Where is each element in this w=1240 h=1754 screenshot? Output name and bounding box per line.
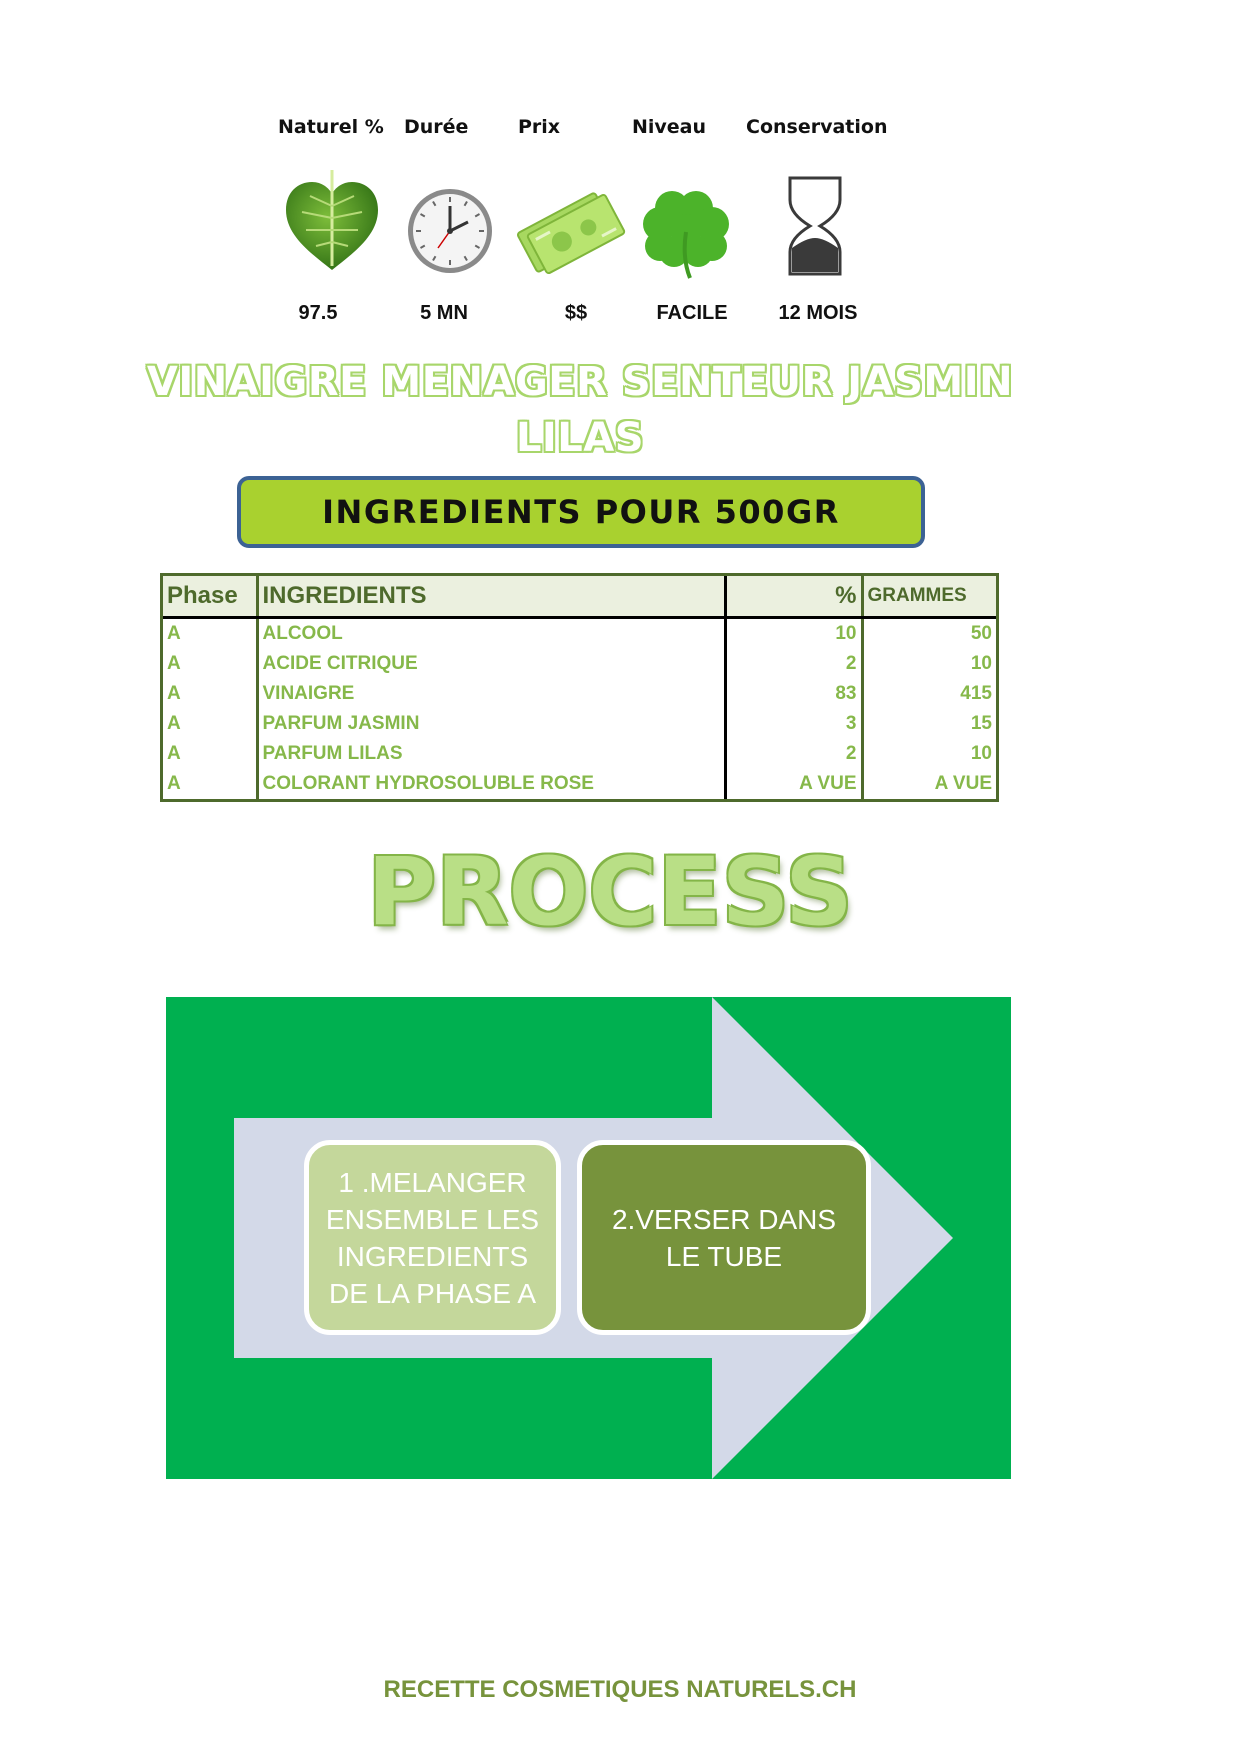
banknotes-icon — [508, 186, 626, 278]
table-row — [163, 679, 996, 709]
table-header-row — [163, 576, 996, 618]
info-label-conservation: Conservation — [746, 116, 888, 138]
cell-phase: A — [163, 649, 257, 679]
info-value-naturel: 97.5 — [298, 302, 338, 324]
header-phase: Phase — [163, 576, 257, 618]
process-step-1: 1 .MELANGER ENSEMBLE LES INGREDIENTS DE LA PHASE A — [304, 1140, 561, 1335]
info-value-niveau: FACILE — [656, 302, 728, 324]
cell-phase: A — [163, 769, 257, 799]
header-ingredients: INGREDIENTS — [257, 576, 725, 618]
recipe-title — [140, 354, 1020, 466]
info-label-niveau: Niveau — [632, 116, 707, 138]
cell-percent: 2 — [725, 739, 862, 769]
recipe-title-line-1: VINAIGRE MENAGER SENTEUR JASMIN — [146, 359, 1014, 405]
cell-ingredient: COLORANT HYDROSOLUBLE ROSE — [257, 769, 725, 799]
ingredients-banner — [237, 476, 925, 548]
cell-grams: 15 — [970, 713, 992, 734]
cell-phase: A — [163, 679, 257, 709]
ingredients-table — [160, 573, 999, 802]
cell-phase: A — [163, 739, 257, 769]
process-diagram — [166, 997, 1011, 1479]
process-step-2: 2.VERSER DANS LE TUBE — [577, 1140, 871, 1335]
info-value-duree: 5 MN — [420, 302, 468, 324]
header-grams: GRAMMES — [862, 576, 996, 618]
cell-ingredient: VINAIGRE — [257, 679, 725, 709]
info-value-conservation: 12 MOIS — [778, 302, 858, 324]
recipe-title-line-2: LILAS — [515, 415, 645, 461]
cell-percent: 2 — [725, 649, 862, 679]
cell-grams: A VUE — [934, 773, 992, 794]
clock-icon — [404, 186, 496, 276]
clover-icon — [638, 186, 734, 280]
cell-percent: 83 — [725, 679, 862, 709]
cell-phase: A — [163, 618, 257, 650]
header-percent: % — [725, 576, 862, 618]
table-row — [163, 769, 996, 799]
table-row — [163, 618, 996, 650]
info-label-naturel: Naturel % — [278, 116, 384, 138]
table-row — [163, 709, 996, 739]
cell-ingredient: PARFUM JASMIN — [257, 709, 725, 739]
cell-grams: 415 — [960, 683, 992, 704]
info-value-prix: $$ — [564, 302, 588, 324]
process-heading: PROCESS — [367, 838, 853, 947]
footer-text: RECETTE COSMETIQUES NATURELS.CH — [383, 1676, 857, 1703]
cell-ingredient: ACIDE CITRIQUE — [257, 649, 725, 679]
cell-ingredient: ALCOOL — [257, 618, 725, 650]
info-label-duree: Durée — [404, 116, 469, 138]
hourglass-icon — [786, 176, 844, 276]
cell-percent: 10 — [725, 618, 862, 650]
cell-percent: A VUE — [725, 769, 862, 799]
info-label-prix: Prix — [518, 116, 561, 138]
cell-grams: 10 — [970, 743, 992, 764]
table-row — [163, 649, 996, 679]
cell-grams: 50 — [970, 623, 992, 644]
cell-grams: 10 — [970, 653, 992, 674]
ingredients-banner-text: INGREDIENTS POUR 500GR — [322, 493, 840, 531]
table-row — [163, 739, 996, 769]
cell-phase: A — [163, 709, 257, 739]
heart-leaf-icon — [282, 166, 382, 274]
cell-ingredient: PARFUM LILAS — [257, 739, 725, 769]
cell-percent: 3 — [725, 709, 862, 739]
